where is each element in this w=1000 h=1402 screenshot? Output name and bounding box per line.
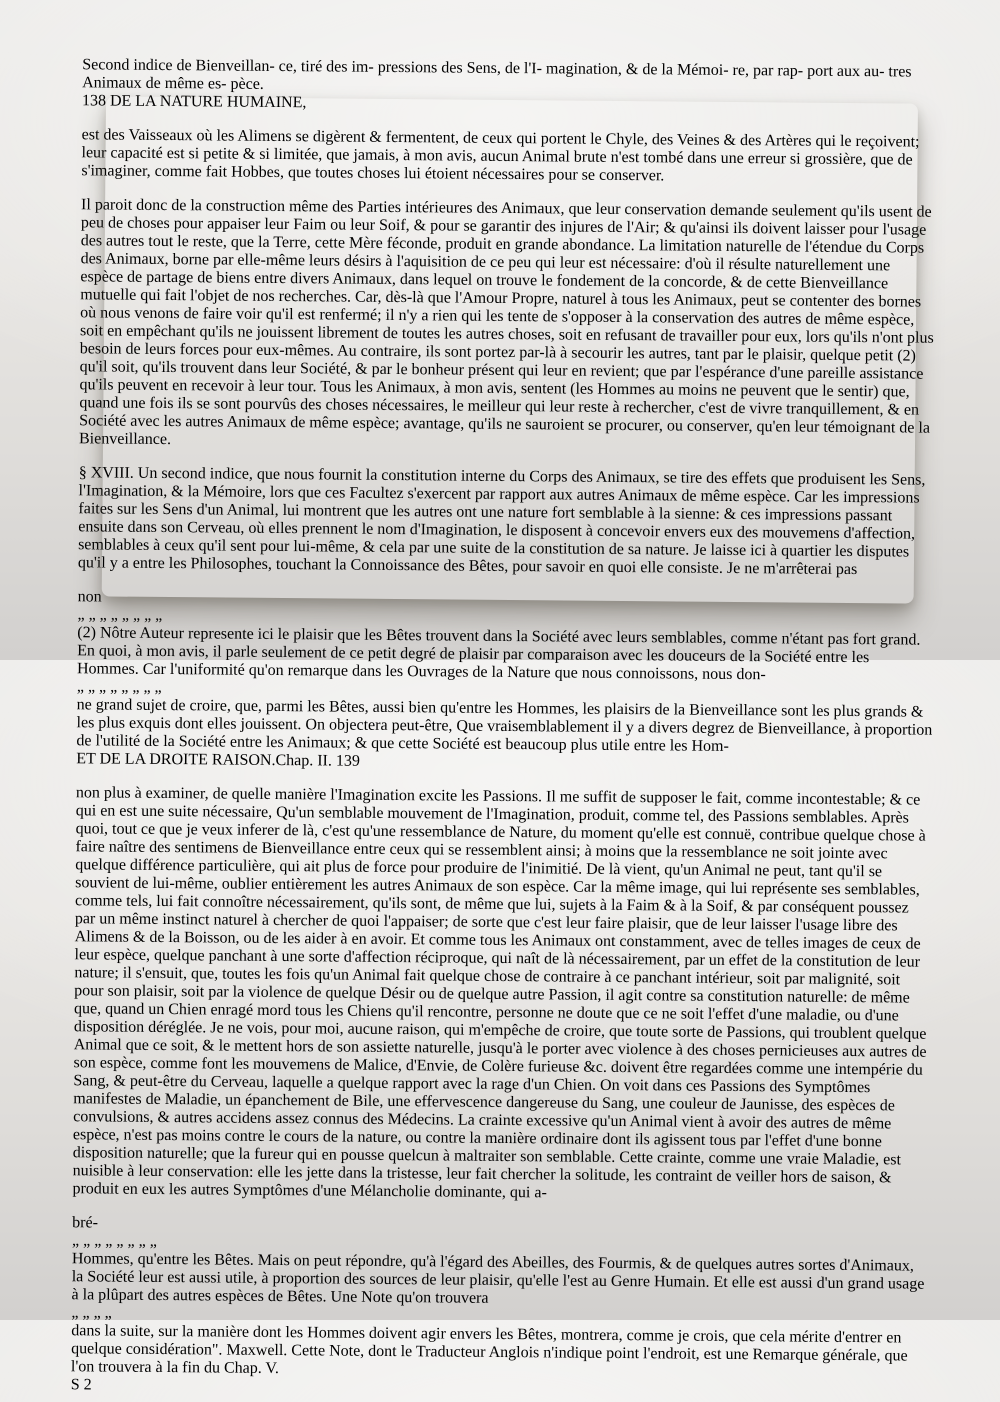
catchword: bré- <box>72 1214 99 1232</box>
quotation-marks-column: „ „ „ „ „ „ „ „ <box>77 606 163 624</box>
left-page-number: 138 <box>81 92 107 110</box>
footnote-text: (2) Nôtre Auteur represente ici le plaisir que les Bêtes trouvent dans la Société avec leurs semblables, comme n'étant pas fort grand. En quoi, à mon avis, il parle seulement de ce petit degré de plaisir par comparaison avec les douceurs de la Société entre les Hommes. Car l'uniformité qu'on remarque dans les Ouvrages de la Nature que nous connoissons, nous don- <box>76 624 921 684</box>
running-title-text: ET DE LA DROITE RAISON. <box>76 750 276 769</box>
body-paragraph: non plus à examiner, de quelle manière l'Imagination excite les Passions. Il me suffit de supposer le fait, comme incontestable; & ce qui en est une suite nécessaire, Qu'un semblable mouvement de l'Imagination, produit, comme tel, des Passions semblables. Après quoi, tout ce que je veux inferer de là, c'est qu'une ressemblance de Nature, du moment qu'elle est connuë, contribue quelque chose à faire naître des sentimens de Bienveillance entre ceux qui se ressemblent ainsi; à moins que la ressemblance ne soit jointe avec quelque différence particulière, qui ait plus de force pour produire de l'inimitié. De là vient, qu'un Animal ne peut, tant qu'il se souvient de lui-même, oublier entièrement les autres Animaux de son espèce. Car la même image, qui lui représente ses semblables, comme tels, lui fait connoître nécessairement, qu'ils sont, de même que lui, sujets à la Faim & à la Soif, & par conséquent poussez par un même instinct naturel à chercher de quoi l'appaiser; de sorte que c'est leur faire plaisir, que de leur laisser l'usage libre des Alimens & de la Boisson, ou de les aider à en avoir. Et comme tous les Animaux ont constamment, avec de telles images de ceux de leur espèce, quelque panchant à une sorte d'affection réciproque, qui naît de là nécessairement, par un effet de la constitution de leur nature; il s'ensuit, que, toutes les fois qu'un Animal fait quelque chose de contraire à ce panchant intérieur, soit par malignité, soit pour son plaisir, soit par la violence de quelque Désir ou de quelque autre Passion, il agit contre sa constitution naturelle: de même que, quand un Chien enragé mord tous les Chiens qu'il rencontre, personne ne doute que ce ne soit l'effet d'une maladie, ou d'une disposition déréglée. Je ne vois, pour moi, aucune raison, qui m'empêche de croire, que toute sorte de Passions, qui troublent quelque Animal que ce soit, & le mettent hors de son assiette naturelle, jusqu'à le porter avec violence à des choses pernicieuses aux autres de son espèce, comme font les mouvemens de Malice, d'Envie, de Colère furieuse &c. doivent être regardées comme une intempérie du Sang, & peut-être du Cerveau, laquelle a quelque rapport avec la rage d'un Chien. On voit dans ces Passions des Symptômes manifestes de Maladie, un épanchement de Bile, une effervescence dangereuse du Sang, une couleur de Jaunisse, des espèces de convulsions, & autres accidens assez connus des Médecins. La crainte excessive qu'un Animal vient à avoir des autres de même espèce, n'est pas moins contre le cours de la nature, ou contre la manière ordinaire dont ils agissent tous par l'effet d'une bonne disposition naturelle; que la fureur qui en pousse quelcun à maltraiter son semblable. Cette crainte, comme une vraie Maladie, est nuisible à leur conservation: elle les jette dans la tristesse, leur fait chercher la solitude, les contraint de veiller hors de saison, & produit en eux les autres Symptômes d'une Mélancholie dominante, qui a- <box>72 784 927 1202</box>
quotation-marks-column: „ „ „ „ „ „ „ „ <box>71 1232 157 1250</box>
footnote-column <box>71 1232 928 1311</box>
right-page <box>71 750 933 1401</box>
left-running-title: DE LA NATURE HUMAINE, <box>109 92 307 112</box>
signature-mark: S 2 <box>70 1376 92 1394</box>
right-page-content <box>71 750 933 1401</box>
open-book <box>70 56 939 1394</box>
book-cast-shadow <box>102 96 918 603</box>
left-page-stack-edge <box>81 66 111 584</box>
catchword: non <box>77 588 102 606</box>
chapter-label: Chap. II. <box>275 751 333 770</box>
right-page-number: 139 <box>335 752 361 770</box>
footnote-text: ne grand sujet de croire, que, parmi les Bêtes, aussi bien qu'entre les Hommes, les plaisirs de la Bienveillance sont les plus grands & les plus exquis dont elles jouissent. On objectera peut-être, Que vraisemblablement il y a divers degrez de Bienveillance, à proportion de l'utilité de la Société entre les Animaux; & que cette Société est beaucoup plus utile entre les Hom- <box>76 696 933 755</box>
quotation-marks-column: „ „ „ „ „ „ „ „ <box>76 678 162 696</box>
footnote-column <box>77 606 934 685</box>
right-main-text <box>72 784 932 1205</box>
footnote-column <box>71 1304 928 1383</box>
body-paragraph: § XVIII. Un second indice, que nous fournit la constitution interne du Corps des Animaux, se tire des effets que produisent les Sens, l'Imagination, & la Mémoire, lors que ces Facultez s'exercent par rapport aux autres Animaux de même espèce. Car les impressions faites sur les Sens d'un Animal, lui montrent que les autres ont une nature fort semblable à la sienne: & ces impressions passant ensuite dans son Cerveau, où elles prennent le nom d'Imagination, le disposent à concevoir envers eux des mouvemens d'affection, semblables à ceux qu'il sent pour lui-même, & cela par une suite de la constitution de sa nature. Je laisse ici à quartier les disputes qu'il y a entre les Philosophes, touchant la Connoissance des Bêtes, pour savoir en quoi elle consiste. Je ne m'arrêterai pas <box>77 464 926 579</box>
left-footnote <box>76 606 933 757</box>
body-paragraph: Il paroit donc de la construction même des Parties intérieures des Animaux, que leur conservation demande seulement qu'ils usent de peu de choses pour appaiser leur Faim ou leur Soif, & pour se garantir des injures de l'Air; & qu'ainsi ils doivent laisser pour l'usage des autres tout le reste, que la Terre, cette Mère féconde, produit en grande abondance. La limitation naturelle de l'étendue du Corps des Animaux, borne par elle-même leurs désirs à l'aquisition de ce peu qui leur est nécessaire: d'où il résulte naturellement une espèce de partage de biens entre divers Animaux, dans lequel on trouve le fondement de la concorde, & de cette Bienveillance mutuelle qui fait l'objet de nos recherches. Car, dès-là que l'Amour Propre, naturel à tous les Animaux, peut se contenter des bornes où nous venons de faire voir qu'il est renfermé; il n'y a rien qui les tente de s'opposer à la conservation des autres de même espèce, soit en empêchant qu'ils ne jouissent librement de toutes les autres choses, soit en refusant de travailler pour eux, lors qu'ils n'ont plus besoin de leurs forces pour eux-mêmes. Au contraire, ils sont portez par-là à secourir les autres, tant par le plaisir, quelque petit (2) qu'il soit, qu'ils trouvent dans leur Société, & par le bonheur présent qui leur en revient; que par l'espérance d'une pareille assistance qu'ils peuvent en recevoir à leur tour. Tous les Animaux, à mon avis, sentent (les Hommes au moins ne peuvent que le sentir) que, quand une fois ils se sont pourvûs des choses nécessaires, le meilleur qui leur reste à rechercher, c'est de vivre tranquillement, & en Société avec les autres Animaux de même espèce; avantage, qu'ils ne sauroient se procurer, ou conserver, qu'en leur témoignant de la Bienveillance. <box>78 196 934 449</box>
footnote-text: Hommes, qu'entre les Bêtes. Mais on peut répondre, qu'à l'égard des Abeilles, des Fourmis, & de quelques autres sortes d'Animaux, la Société leur est aussi utile, à proportion des sources de leur plaisir, qu'elle l'est au Genre Humain. Et elle est aussi d'un grand usage à la plûpart des autres espèces de Bêtes. Une Note qu'on trouvera <box>71 1250 925 1307</box>
body-paragraph: est des Vaisseaux où les Alimens se digèrent & fermentent, de ceux qui portent le Chyle, des Veines & des Artères qui le reçoivent; leur capacité est si petite & si limitée, que jamais, à mon avis, aucun Animal brute n'est tombé dans une erreur si grossière, que de s'imaginer, comme fait Hobbes, que toutes choses lui étoient nécessaires pour se conserver. <box>81 126 920 185</box>
right-footnote <box>71 1232 928 1383</box>
right-running-title <box>76 750 332 769</box>
margin-note: Second indice de Bienveillan- ce, tiré des im- pressions des Sens, de l'I- magination, & de la Mémoi- re, par rap- port aux au- tres Animaux de même es- pèce. <box>82 56 912 93</box>
footnote-text: dans la suite, sur la manière dont les Hommes doivent agir envers les Bêtes, montrera, comme je crois, que cela mérite d'entrer en quelque considération". Maxwell. Cette Note, dont le Traducteur Anglois n'indique point l'endroit, est une Remarque générale, que l'on trouvera à la fin du Chap. V. <box>70 1322 908 1378</box>
footnote-column <box>76 678 933 757</box>
quotation-marks-column: „ „ „ „ <box>71 1304 112 1322</box>
